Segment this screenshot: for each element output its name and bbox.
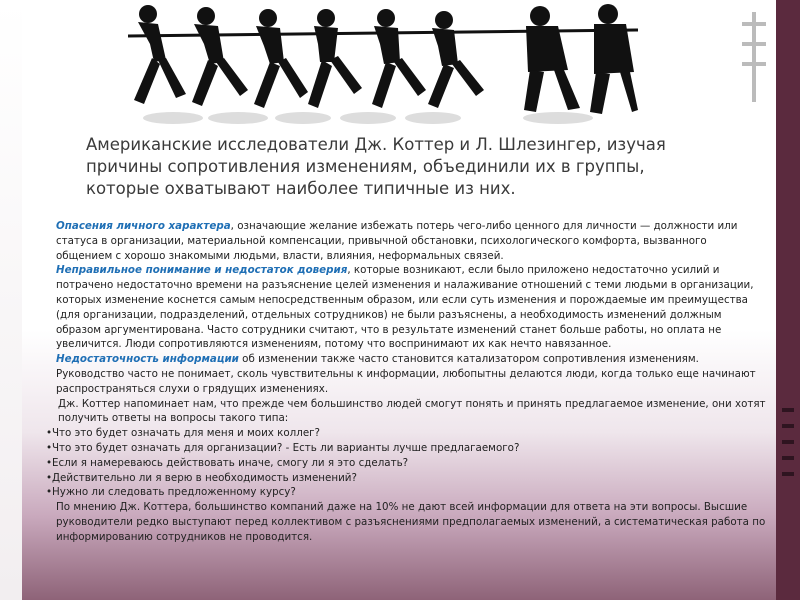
question-item: • Что это будет означать для организации? - Есть ли варианты лучше предлагаемого? <box>52 441 766 456</box>
band-mark <box>782 424 794 428</box>
group-paragraph <box>56 352 766 396</box>
group-title: Неправильное понимание и недостаток доверия <box>56 264 348 277</box>
tug-of-war-illustration <box>128 0 638 128</box>
question-item: • Что это будет означать для меня и моих коллег? <box>52 426 766 441</box>
band-mark <box>782 408 794 412</box>
slide-heading <box>86 134 726 200</box>
heading-line: Американские исследователи Дж. Коттер и Л. Шлезингер, изучая <box>86 135 666 154</box>
conclusion-paragraph: По мнению Дж. Коттера, большинство компаний даже на 10% не дают всей информации для ответа на эти вопросы. Высшие руководители редко выступают перед коллективом с разъяснениями предполагаемых изменений, а систематическая работа по информированию сотрудников не проводится. <box>56 501 766 543</box>
question-item: • Нужно ли следовать предложенному курсу? <box>52 485 766 500</box>
band-mark <box>782 472 794 476</box>
group-title: Опасения личного характера <box>56 220 231 232</box>
body-text <box>52 219 766 545</box>
group-text: об изменении также часто становится катализатором сопротивления изменениям. Руководство часто не понимает, сколь чувствительны к информации, любопытны делаются люди, когда только еще начинают распространяться слухи о грядущих изменениях. <box>56 353 756 395</box>
sidebar-bars-icon <box>742 12 768 102</box>
intro-paragraph: Дж. Коттер напоминает нам, что прежде чем большинство людей смогут понять и принять предлагаемое изменение, они хотят получить ответы на вопросы такого типа: <box>58 397 766 425</box>
question-item: • Если я намереваюсь действовать иначе, смогу ли я это сделать? <box>52 456 766 471</box>
heading-line: которые охватывают наиболее типичные из них. <box>86 179 516 198</box>
group-paragraph <box>56 263 766 352</box>
group-text: , которые возникают, если было приложено недостаточно усилий и потрачено недостаточно времени на разъяснение целей изменения и налаживание отношений с теми людьми в организации, которых изменение коснется самым непосредственным образом, или если суть изменения и порождаемые им преимущества (для организации, подразделений, отдельных сотрудников) не были разъяснены, а необходимость изменений должным образом аргументирована. Часто сотрудники считают, что в результате изменений станет больше работы, но оплата не увеличится. Люди сопротивляются изменениям, потому что воспринимают их как нечто навязанное. <box>56 264 754 351</box>
band-mark <box>782 456 794 460</box>
heading-line: причины сопротивления изменениям, объединили их в группы, <box>86 157 645 176</box>
left-rail <box>0 0 22 600</box>
group-title: Недостаточность информации <box>56 353 239 366</box>
tug-of-war-photo <box>128 0 638 128</box>
right-color-band <box>776 0 800 600</box>
group-paragraph <box>56 219 766 263</box>
group-text: , означающие желание избежать потерь чего-либо ценного для личности — должности или статуса в организации, материальной компенсации, привычной обстановки, психологического комфорта, вызванного общением с хорошо знакомыми людьми, власти, влияния, неформальных связей. <box>56 220 738 262</box>
question-item: • Действительно ли я верю в необходимость изменений? <box>52 471 766 486</box>
band-mark <box>782 440 794 444</box>
